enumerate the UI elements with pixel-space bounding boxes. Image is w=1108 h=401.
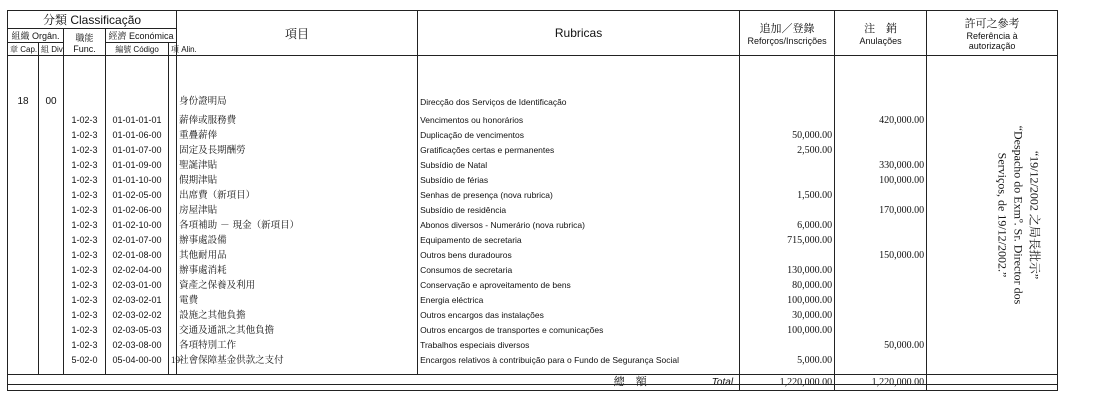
row-item-zh: 辦事處設備 (177, 233, 418, 248)
row-func: 1-02-3 (64, 323, 106, 338)
row-rubrica: Subsídio de residência (418, 203, 740, 218)
total-label (418, 375, 740, 391)
row-func: 1-02-3 (64, 233, 106, 248)
row-codigo: 01-01-07-00 (106, 143, 169, 158)
row-func: 1-02-3 (64, 203, 106, 218)
row-item-zh: 各項特別工作 (177, 338, 418, 353)
header-codigo: 編號 Código (106, 43, 169, 56)
header-referencia (927, 11, 1058, 56)
header-economica: 經濟 Económica (106, 29, 177, 43)
row-alin (169, 173, 177, 188)
budget-body (8, 56, 1058, 375)
header-func-zh: 職能 (75, 33, 94, 44)
table-row (8, 323, 1058, 338)
row-rubrica: Senhas de presença (nova rubrica) (418, 188, 740, 203)
row-reforco: 30,000.00 (740, 308, 835, 323)
note-line-2: “Despacho do Exmº. Sr. Director dos (1011, 125, 1026, 304)
row-rubrica: Encargos relativos à contribuição para o Fundo de Segurança Social (418, 353, 740, 368)
row-reforco (740, 113, 835, 128)
table-row (8, 128, 1058, 143)
row-func: 1-02-3 (64, 128, 106, 143)
row-codigo: 05-04-00-00 (106, 353, 169, 368)
row-alin (169, 323, 177, 338)
row-anulacao (835, 323, 927, 338)
row-rubrica: Consumos de secretaria (418, 263, 740, 278)
row-item-zh: 社會保障基金供款之支付 (177, 353, 418, 368)
header-ref-zh: 許可之參考 (964, 17, 1020, 30)
table-row (8, 158, 1058, 173)
header-anulacoes (835, 11, 927, 56)
row-alin (169, 338, 177, 353)
row-item-zh: 設施之其他負擔 (177, 308, 418, 323)
row-item-zh: 其他耐用品 (177, 248, 418, 263)
header-funcional (64, 29, 106, 56)
row-rubrica: Abonos diversos - Numerário (nova rubrica) (418, 218, 740, 233)
row-rubrica: Conservação e aproveitamento de bens (418, 278, 740, 293)
row-reforco (740, 173, 835, 188)
table-row (8, 308, 1058, 323)
row-anulacao: 150,000.00 (835, 248, 927, 263)
row-anulacao: 330,000.00 (835, 158, 927, 173)
chapter-rubrica: Direcção dos Serviços de Identificação (418, 91, 740, 113)
budget-table (7, 10, 1058, 391)
row-anulacao (835, 188, 927, 203)
row-anulacao (835, 143, 927, 158)
row-item-zh: 房屋津貼 (177, 203, 418, 218)
total-reforco: 1,220,000.00 (740, 375, 835, 391)
row-item-zh: 聖誕津貼 (177, 158, 418, 173)
authorization-note (927, 56, 1058, 375)
total-label-zh: 總 額 (613, 375, 647, 388)
row-rubrica: Subsídio de Natal (418, 158, 740, 173)
row-func: 1-02-3 (64, 248, 106, 263)
row-alin (169, 188, 177, 203)
row-codigo: 01-01-06-00 (106, 128, 169, 143)
row-rubrica: Equipamento de secretaria (418, 233, 740, 248)
row-codigo: 02-03-01-00 (106, 278, 169, 293)
row-item-zh: 出席費（新項目） (177, 188, 418, 203)
row-alin (169, 203, 177, 218)
total-anulacao: 1,220,000.00 (835, 375, 927, 391)
row-codigo: 01-01-09-00 (106, 158, 169, 173)
header-organica: 組織 Orgân. (8, 29, 64, 43)
row-func: 1-02-3 (64, 338, 106, 353)
header-div (39, 43, 64, 56)
row-anulacao: 50,000.00 (835, 338, 927, 353)
row-anulacao: 100,000.00 (835, 173, 927, 188)
header-alin: 項 Alin. (169, 43, 177, 56)
chapter-item-zh: 身份證明局 (177, 91, 418, 113)
row-func: 1-02-3 (64, 158, 106, 173)
authorization-note-text (994, 125, 1042, 304)
row-alin (169, 128, 177, 143)
row-codigo: 01-02-10-00 (106, 218, 169, 233)
row-func: 1-02-3 (64, 173, 106, 188)
row-reforco (740, 338, 835, 353)
row-codigo: 02-03-08-00 (106, 338, 169, 353)
row-alin (169, 158, 177, 173)
row-codigo: 01-01-01-01 (106, 113, 169, 128)
row-item-zh: 重疊薪俸 (177, 128, 418, 143)
row-reforco: 80,000.00 (740, 278, 835, 293)
row-reforco (740, 203, 835, 218)
row-anulacao (835, 218, 927, 233)
row-codigo: 01-01-10-00 (106, 173, 169, 188)
row-reforco: 2,500.00 (740, 143, 835, 158)
row-item-zh: 固定及長期酬勞 (177, 143, 418, 158)
row-func: 1-02-3 (64, 263, 106, 278)
row-reforco (740, 158, 835, 173)
row-reforco: 100,000.00 (740, 323, 835, 338)
row-rubrica: Outros encargos de transportes e comunicações (418, 323, 740, 338)
header-cap: 章 Cap. (8, 43, 39, 56)
header-reforcos-zh: 追加／登錄 (759, 22, 815, 35)
total-row (8, 375, 1058, 391)
header-reforcos (740, 11, 835, 56)
row-anulacao (835, 263, 927, 278)
row-reforco: 5,000.00 (740, 353, 835, 368)
table-row (8, 173, 1058, 188)
header-reforcos-pt: Reforços/Inscrições (747, 36, 827, 46)
row-anulacao (835, 308, 927, 323)
row-reforco: 130,000.00 (740, 263, 835, 278)
table-row (8, 218, 1058, 233)
table-row (8, 188, 1058, 203)
row-func: 1-02-3 (64, 188, 106, 203)
row-codigo: 02-02-04-00 (106, 263, 169, 278)
row-rubrica: Trabalhos especiais diversos (418, 338, 740, 353)
note-line-1: “19/12/2002 之局長批示” (1027, 150, 1042, 279)
row-alin (169, 278, 177, 293)
row-reforco: 6,000.00 (740, 218, 835, 233)
bottom-rule (7, 384, 1057, 385)
row-alin (169, 113, 177, 128)
row-reforco: 100,000.00 (740, 293, 835, 308)
header-ref-pt1: Referência à (966, 31, 1018, 41)
row-anulacao (835, 278, 927, 293)
row-rubrica: Energia eléctrica (418, 293, 740, 308)
row-item-zh: 各項補助 － 現金（新項目） (177, 218, 418, 233)
row-item-zh: 交通及通訊之其他負擔 (177, 323, 418, 338)
row-rubrica: Subsídio de férias (418, 173, 740, 188)
row-rubrica: Outros encargos das instalações (418, 308, 740, 323)
header-rubricas: Rubricas (418, 11, 740, 56)
row-func: 5-02-0 (64, 353, 106, 368)
row-alin (169, 308, 177, 323)
header-func-pt: Func. (73, 43, 96, 54)
row-codigo: 02-03-02-02 (106, 308, 169, 323)
row-func: 1-02-3 (64, 113, 106, 128)
row-func: 1-02-3 (64, 293, 106, 308)
table-row (8, 233, 1058, 248)
header-ref-pt2: autorização (968, 41, 1016, 51)
table-row (8, 143, 1058, 158)
row-anulacao (835, 233, 927, 248)
row-func: 1-02-3 (64, 143, 106, 158)
row-codigo: 02-03-02-01 (106, 293, 169, 308)
row-reforco: 715,000.00 (740, 233, 835, 248)
row-codigo: 01-02-06-00 (106, 203, 169, 218)
header-div-zh: 組 (41, 44, 49, 54)
header-anulacoes-zh: 注 銷 (864, 22, 898, 35)
row-rubrica: Vencimentos ou honorários (418, 113, 740, 128)
row-alin (169, 218, 177, 233)
note-line-3: Serviços, de 19/12/2002.” (995, 152, 1010, 277)
table-row (8, 278, 1058, 293)
row-anulacao (835, 353, 927, 368)
chapter-cap: 18 (8, 91, 39, 113)
chapter-div: 00 (39, 91, 64, 113)
row-alin (169, 263, 177, 278)
table-row (8, 263, 1058, 278)
row-item-zh: 辦事處消耗 (177, 263, 418, 278)
row-func: 1-02-3 (64, 218, 106, 233)
header-anulacoes-pt: Anulações (859, 36, 902, 46)
row-func: 1-02-3 (64, 278, 106, 293)
header-div-pt: Div. (51, 44, 65, 54)
header-classificacao: 分類 Classificação (8, 11, 177, 29)
row-anulacao (835, 128, 927, 143)
row-alin: 19 (169, 353, 177, 368)
row-func: 1-02-3 (64, 308, 106, 323)
table-row (8, 203, 1058, 218)
row-codigo: 02-01-08-00 (106, 248, 169, 263)
row-reforco: 50,000.00 (740, 128, 835, 143)
table-row (8, 113, 1058, 128)
row-rubrica: Gratificações certas e permanentes (418, 143, 740, 158)
chapter-row (8, 91, 1058, 113)
row-codigo: 01-02-05-00 (106, 188, 169, 203)
table-row (8, 338, 1058, 353)
row-alin (169, 248, 177, 263)
row-reforco (740, 248, 835, 263)
total-label-pt: Total (711, 377, 734, 388)
row-anulacao: 170,000.00 (835, 203, 927, 218)
table-row (8, 353, 1058, 368)
row-rubrica: Outros bens duradouros (418, 248, 740, 263)
row-codigo: 02-01-07-00 (106, 233, 169, 248)
row-reforco: 1,500.00 (740, 188, 835, 203)
table-row (8, 248, 1058, 263)
row-alin (169, 143, 177, 158)
row-item-zh: 薪俸或服務費 (177, 113, 418, 128)
row-alin (169, 293, 177, 308)
header-item-zh: 項目 (177, 11, 418, 56)
row-rubrica: Duplicação de vencimentos (418, 128, 740, 143)
row-codigo: 02-03-05-03 (106, 323, 169, 338)
row-item-zh: 資產之保養及利用 (177, 278, 418, 293)
row-item-zh: 假期津貼 (177, 173, 418, 188)
row-anulacao: 420,000.00 (835, 113, 927, 128)
table-row (8, 293, 1058, 308)
row-alin (169, 233, 177, 248)
row-anulacao (835, 293, 927, 308)
row-item-zh: 電費 (177, 293, 418, 308)
